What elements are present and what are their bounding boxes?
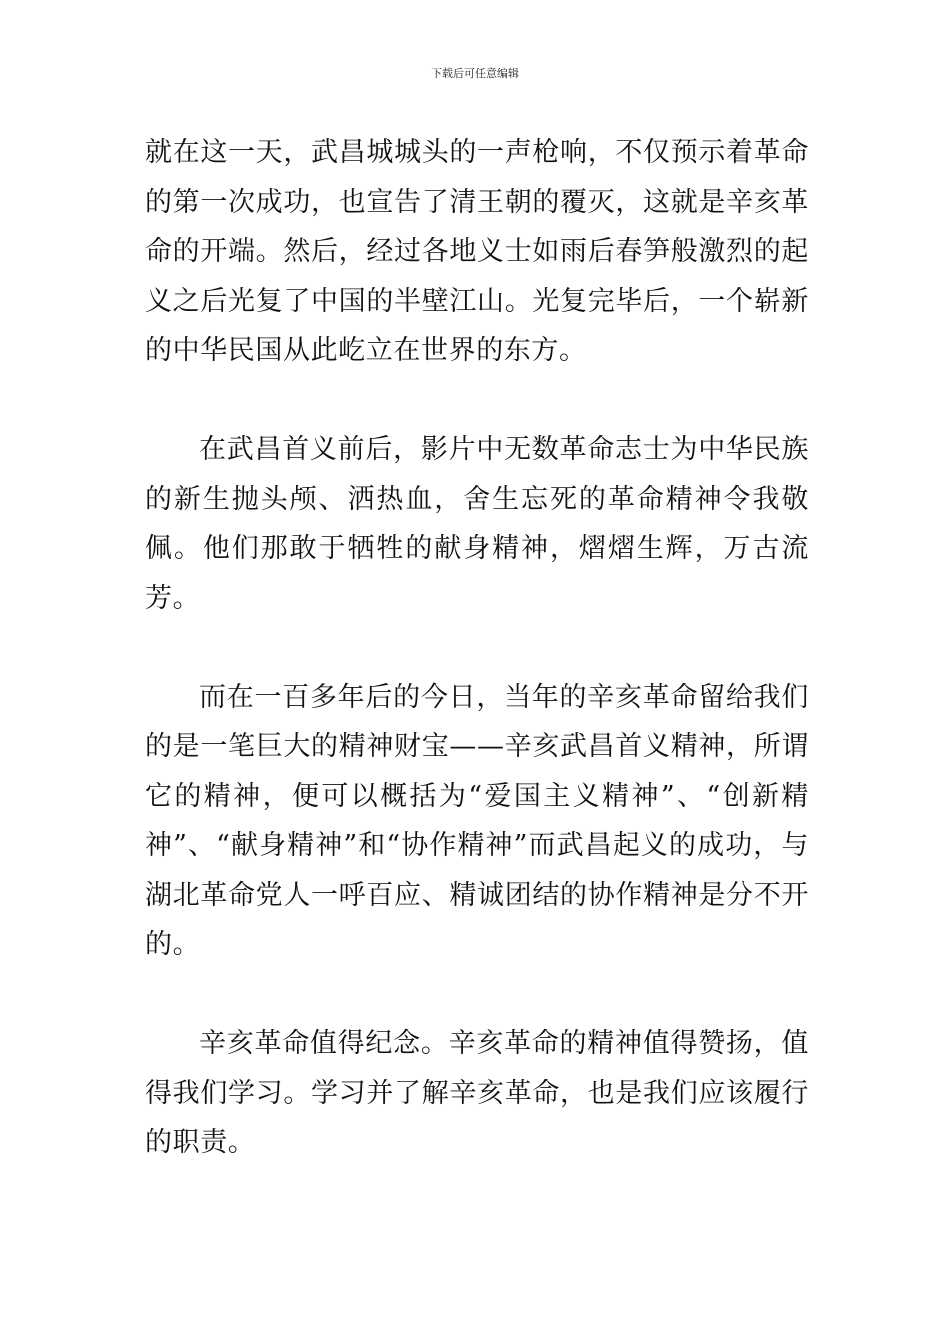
paragraph-2: 在武昌首义前后，影片中无数革命志士为中华民族的新生抛头颅、洒热血，舍生忘死的革命精神令我敬佩。他们那敢于牺牲的献身精神，熠熠生辉，万古流芳。 [145,434,809,614]
paragraph-3: 而在一百多年后的今日，当年的辛亥革命留给我们的是一笔巨大的精神财宝——辛亥武昌首义精神，所谓它的精神，便可以概括为“爱国主义精神”、“创新精神”、“献身精神”和“协作精神”而武昌起义的成功，与湖北革命党人一呼百应、精诚团结的协作精神是分不开的。 [145,681,809,960]
paragraph-4: 辛亥革命值得纪念。辛亥革命的精神值得赞扬，值得我们学习。学习并了解辛亥革命，也是我们应该履行的职责。 [145,1028,809,1158]
paragraph-1: 就在这一天，武昌城城头的一声枪响，不仅预示着革命的第一次成功，也宣告了清王朝的覆灭，这就是辛亥革命的开端。然后，经过各地义士如雨后春笋般激烈的起义之后光复了中国的半壁江山。光复完毕后，一个崭新的中华民国从此屹立在世界的东方。 [145,137,809,366]
page-header-note: 下载后可任意编辑 [431,67,519,80]
document-body [145,128,809,1168]
